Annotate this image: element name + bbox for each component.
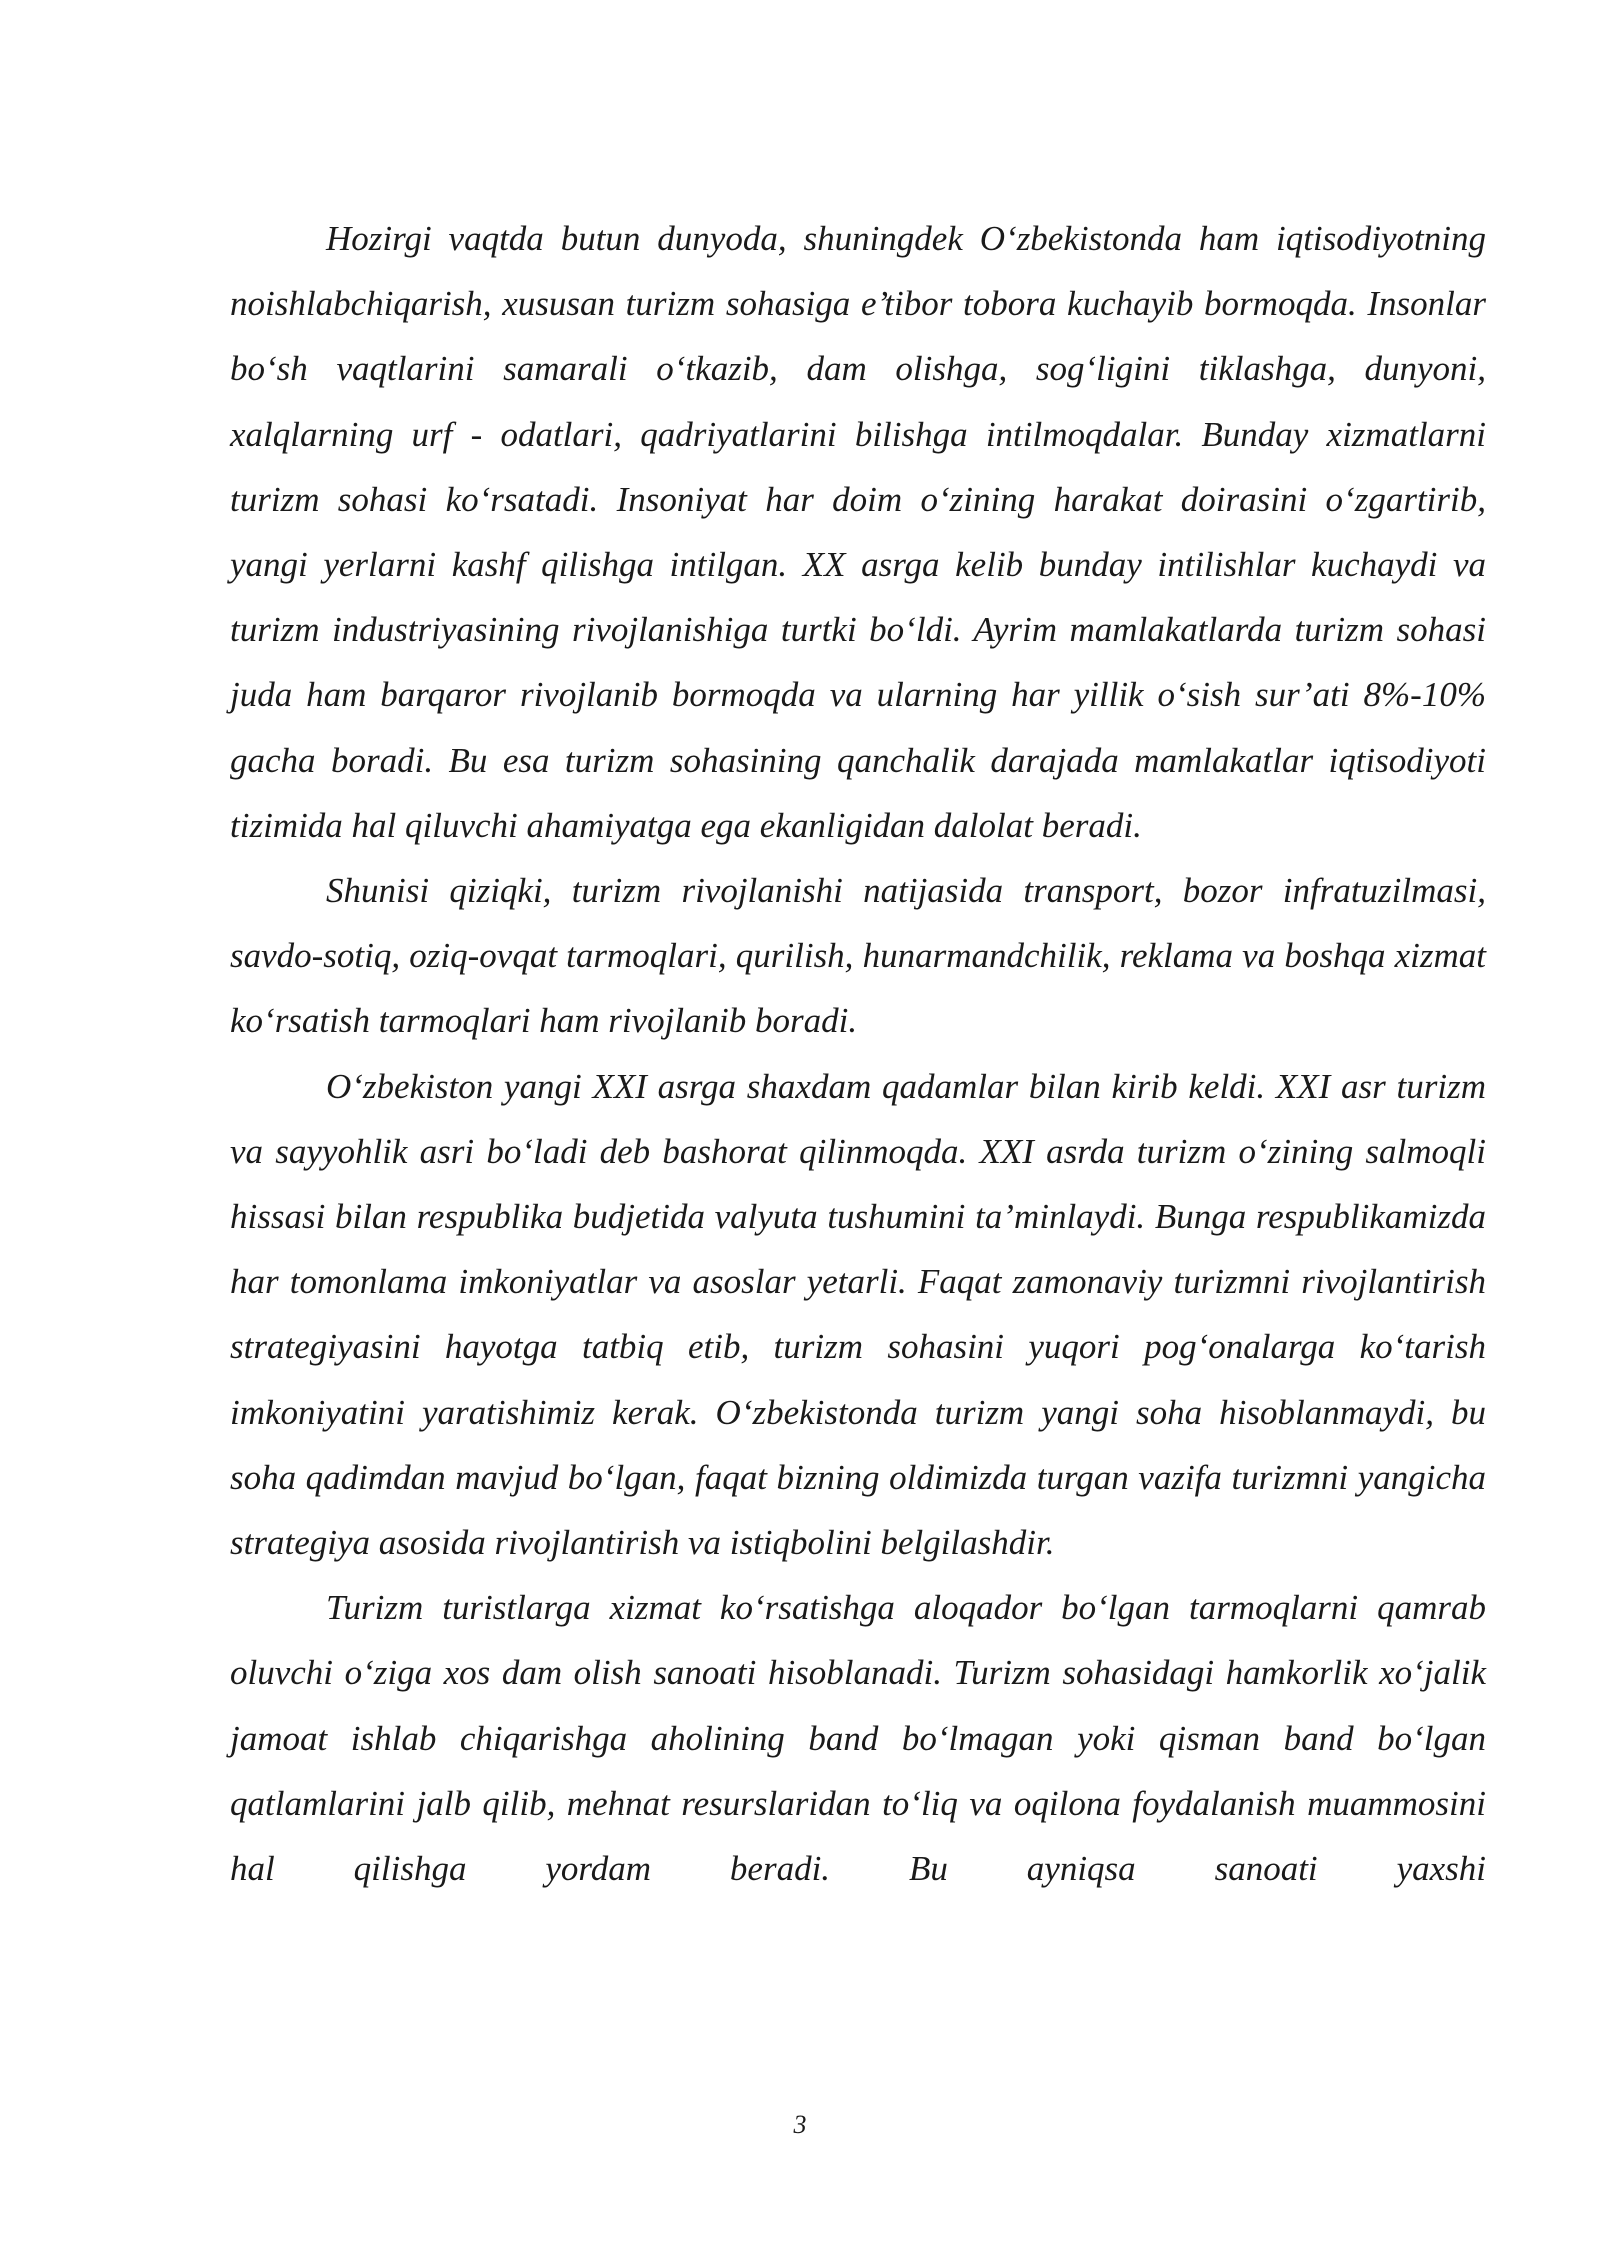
body-text bbox=[230, 206, 1486, 1901]
paragraph-4: Turizm turistlarga xizmat ko‘rsatishga aloqador bo‘lgan tarmoqlarni qamrab oluvchi o‘ziga xos dam olish sanoati hisoblanadi. Turizm sohasidagi hamkorlik xo‘jalik jamoat ishlab chiqarishga aholining band bo‘lmagan yoki qisman band bo‘lgan qatlamlarini jalb qilib, mehnat resurslaridan to‘liq va oqilona foydalanish muammosini hal qilishga yordam beradi. Bu ayniqsa sanoati yaxshi bbox=[230, 1588, 1486, 1889]
paragraph-3: O‘zbekiston yangi XXI asrga shaxdam qadamlar bilan kirib keldi. XXI asr turizm va sayyohlik asri bo‘ladi deb bashorat qilinmoqda. XXI asrda turizm o‘zining salmoqli hissasi bilan respublika budjetida valyuta tushumini ta’minlaydi. Bunga respublikamizda har tomonlama imkoniyatlar va asoslar yetarli. Faqat zamonaviy turizmni rivojlantirish strategiyasini hayotga tatbiq etib, turizm sohasini yuqori pog‘onalarga ko‘tarish imkoniyatini yaratishimiz kerak. O‘zbekistonda turizm yangi soha hisoblanmaydi, bu soha qadimdan mavjud bo‘lgan, faqat bizning oldimizda turgan vazifa turizmni yangicha strategiya asosida rivojlantirish va istiqbolini belgilashdir. bbox=[230, 1066, 1486, 1563]
page-number: 3 bbox=[793, 2110, 807, 2139]
paragraph-1: Hozirgi vaqtda butun dunyoda, shuningdek O‘zbekistonda ham iqtisodiyotning noishlabchiqarish, xususan turizm sohasiga e’tibor tobora kuchayib bormoqda. Insonlar bo‘sh vaqtlarini samarali o‘tkazib, dam olishga, sog‘ligini tiklashga, dunyoni, xalqlarning urf - odatlari, qadriyatlarini bilishga intilmoqdalar. Bunday xizmatlarni turizm sohasi ko‘rsatadi. Insoniyat har doim o‘zining harakat doirasini o‘zgartirib, yangi yerlarni kashf qilishga intilgan. XX asrga kelib bunday intilishlar kuchaydi va turizm industriyasining rivojlanishiga turtki bo‘ldi. Ayrim mamlakatlarda turizm sohasi juda ham barqaror rivojlanib bormoqda va ularning har yillik o‘sish sur’ati 8%-10% gacha boradi. Bu esa turizm sohasining qanchalik darajada mamlakatlar iqtisodiyoti tizimida hal qiluvchi ahamiyatga ega ekanligidan dalolat beradi. bbox=[230, 219, 1486, 845]
paragraph-2: Shunisi qiziqki, turizm rivojlanishi natijasida transport, bozor infratuzilmasi, savdo-sotiq, oziq-ovqat tarmoqlari, qurilish, hunarmandchilik, reklama va boshqa xizmat ko‘rsatish tarmoqlari ham rivojlanib boradi. bbox=[230, 871, 1486, 1041]
